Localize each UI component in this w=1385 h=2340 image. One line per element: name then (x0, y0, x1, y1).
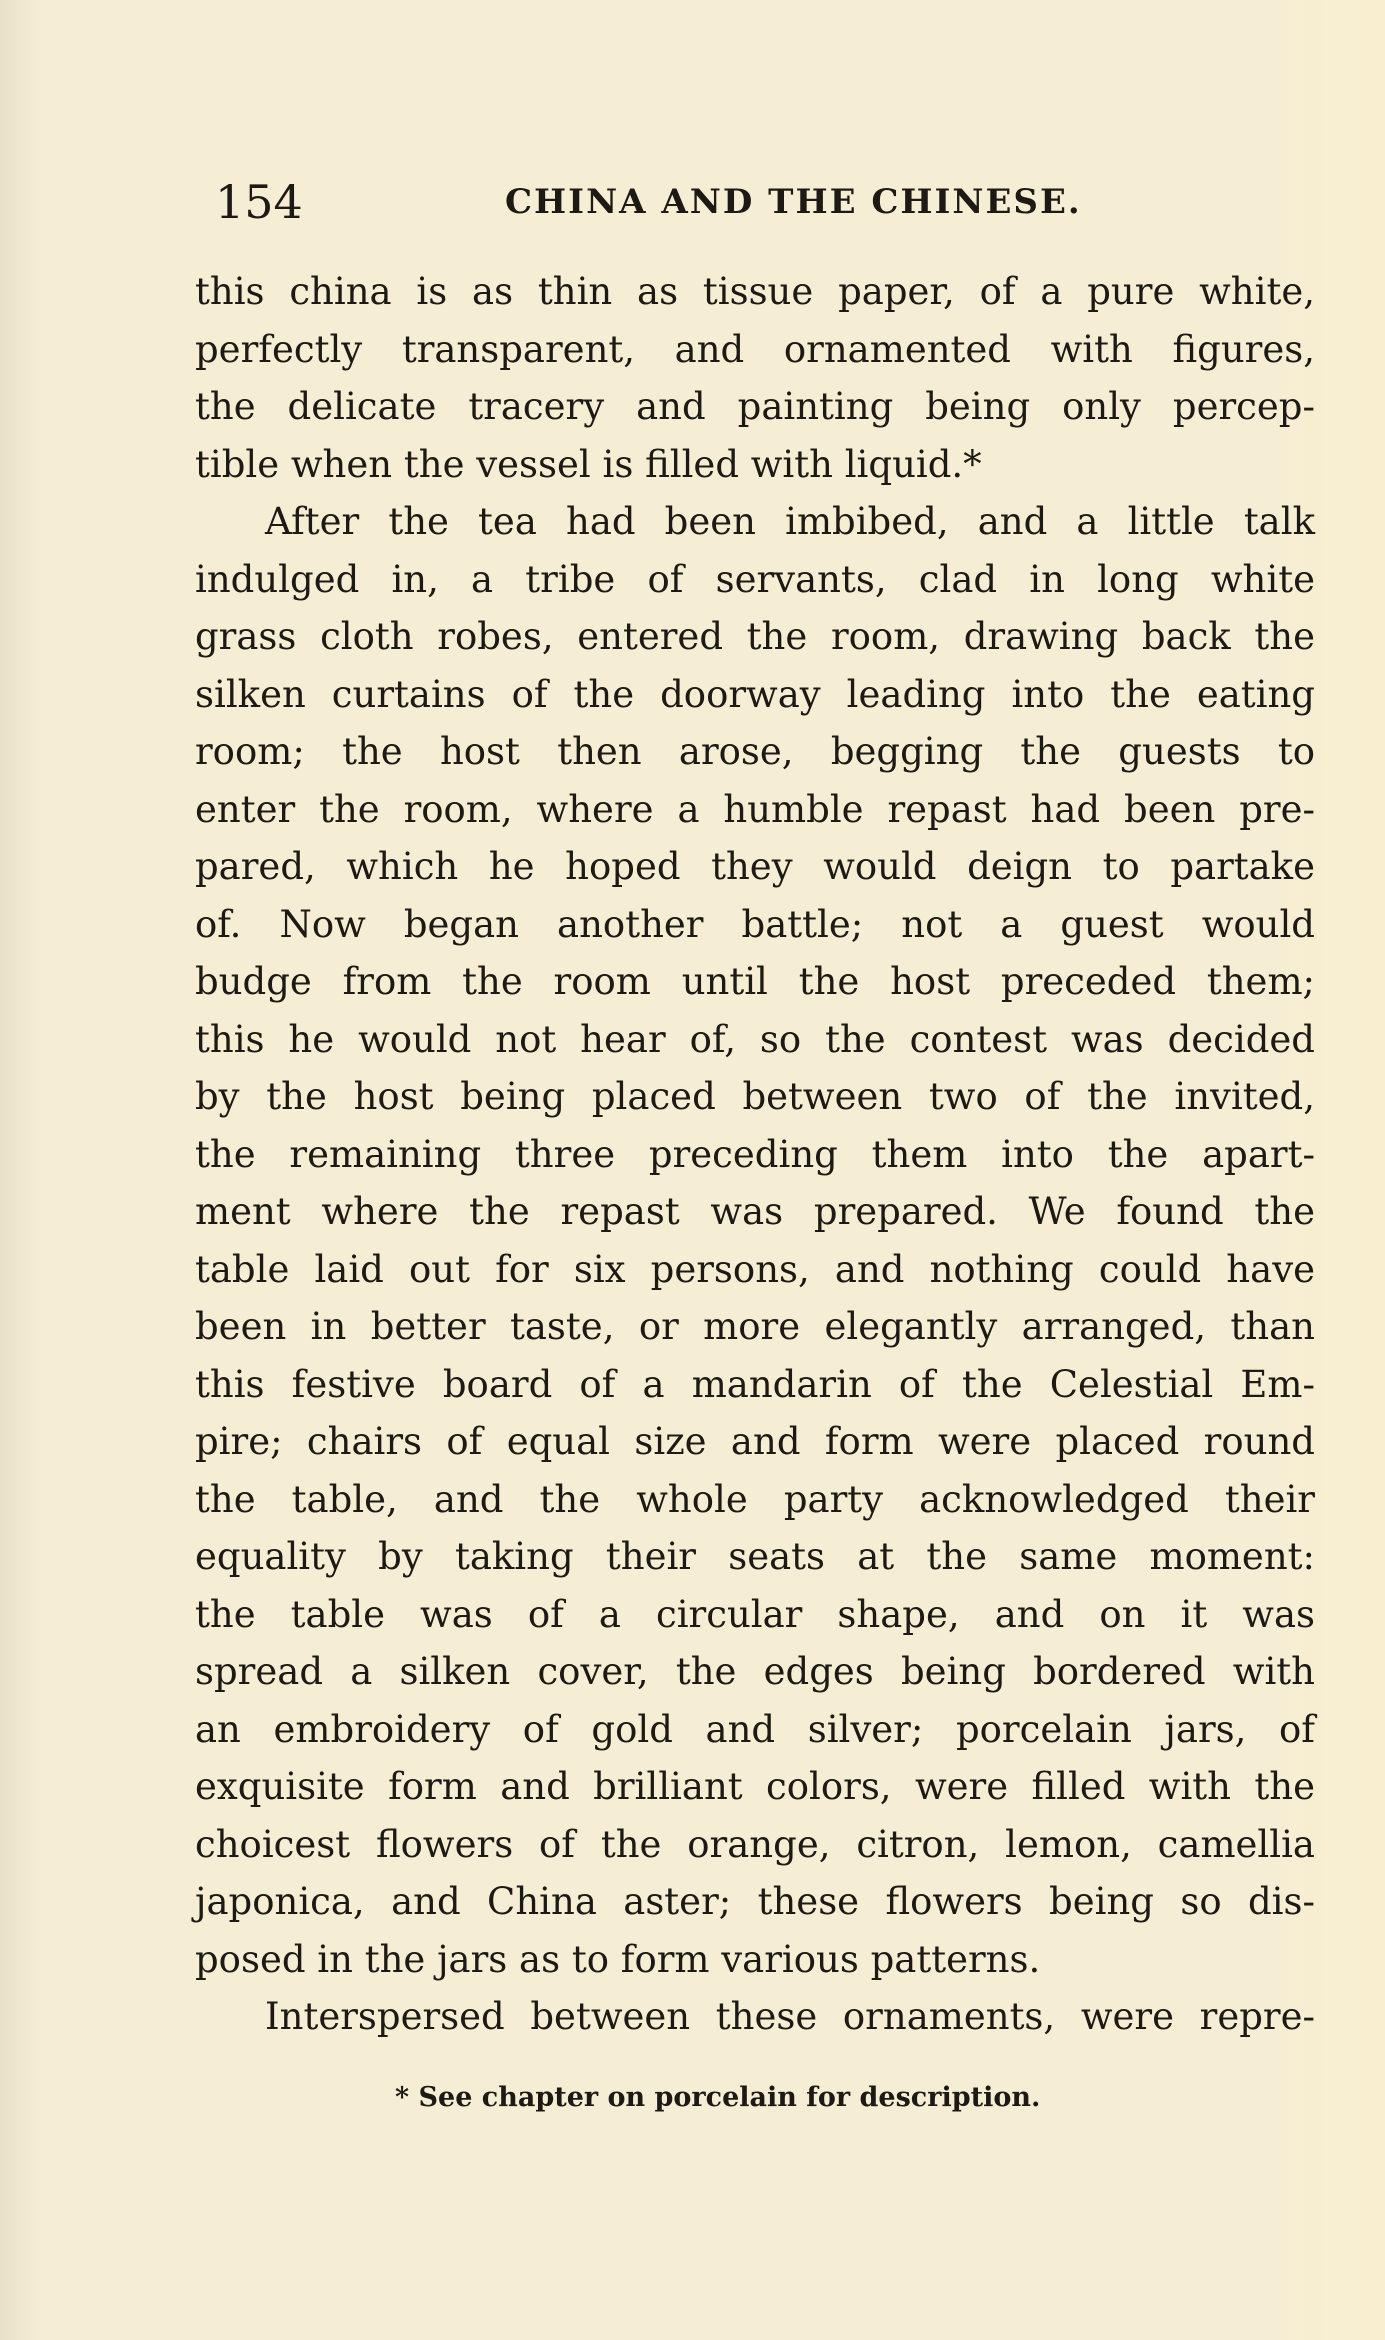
text-line: ment where the repast was prepared. We found the (195, 1190, 1315, 1233)
text-line: After the tea had been imbibed, and a little talk (265, 500, 1315, 543)
text-line: Interspersed between these ornaments, were repre- (265, 1995, 1315, 2038)
text-line: the table was of a circular shape, and on it was (195, 1592, 1315, 1636)
text-line: room; the host then arose, begging the guests to (195, 730, 1315, 773)
text-line: spread a silken cover, the edges being bordered with (195, 1650, 1315, 1693)
text-line: pire; chairs of equal size and form were placed round (195, 1420, 1315, 1463)
text-line: this he would not hear of, so the contest was decided (195, 1017, 1315, 1061)
text-line: enter the room, where a humble repast had been pre- (195, 787, 1315, 831)
page-number: 154 (215, 175, 303, 229)
text-line: pared, which he hoped they would deign to partake (195, 845, 1315, 888)
body-text (195, 263, 1315, 2046)
text-line: perfectly transparent, and ornamented with figures, (195, 327, 1315, 371)
text-line: been in better taste, or more elegantly arranged, than (195, 1305, 1315, 1348)
text-line: of. Now began another battle; not a guest would (195, 902, 1315, 946)
text-line: the remaining three preceding them into the apart- (195, 1132, 1315, 1176)
text-line: choicest flowers of the orange, citron, lemon, camellia (195, 1822, 1315, 1866)
text-line: indulged in, a tribe of servants, clad in long white (195, 557, 1315, 601)
text-line: an embroidery of gold and silver; porcelain jars, of (195, 1707, 1315, 1751)
text-line: exquisite form and brilliant colors, were filled with the (195, 1765, 1315, 1808)
text-line: table laid out for six persons, and nothing could have (195, 1247, 1315, 1291)
text-line: this china is as thin as tissue paper, of a pure white, (195, 270, 1315, 313)
text-line: posed in the jars as to form various patterns. (195, 1937, 1041, 1981)
text-line: silken curtains of the doorway leading into the eating (195, 672, 1315, 716)
text-line: the delicate tracery and painting being only percep- (195, 385, 1315, 428)
text-line: tible when the vessel is filled with liquid.* (195, 442, 982, 486)
running-title: CHINA AND THE CHINESE. (505, 182, 1082, 222)
text-line: grass cloth robes, entered the room, drawing back the (195, 615, 1315, 658)
text-line: japonica, and China aster; these flowers being so dis- (195, 1880, 1315, 1923)
text-line: by the host being placed between two of the invited, (195, 1075, 1315, 1118)
footnote: * See chapter on porcelain for description. (395, 2082, 1041, 2113)
running-head (215, 172, 1245, 232)
text-line: equality by taking their seats at the same moment: (195, 1535, 1315, 1578)
text-line: this festive board of a mandarin of the Celestial Em- (195, 1362, 1315, 1406)
text-line: budge from the room until the host preceded them; (195, 960, 1315, 1003)
text-line: the table, and the whole party acknowledged their (195, 1477, 1315, 1521)
